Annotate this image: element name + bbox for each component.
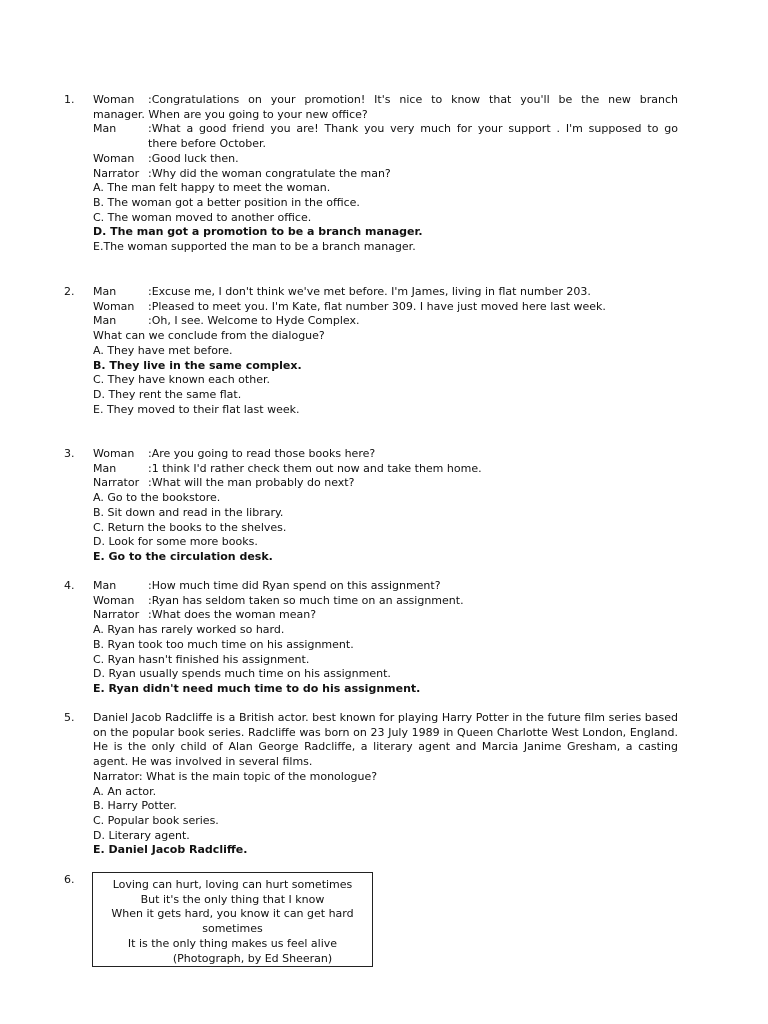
answer-option-c: C. Ryan hasn't finished his assignment.: [93, 652, 310, 666]
separator: :: [148, 461, 152, 475]
speaker: Woman: [93, 151, 135, 165]
speaker: Man: [93, 579, 117, 592]
separator: :: [148, 447, 152, 460]
speaker: Man: [93, 122, 117, 136]
utterance: Oh, I see. Welcome to Hyde Complex.: [151, 314, 360, 328]
answer-option-a: A. The man felt happy to meet the woman.: [93, 181, 331, 195]
lyric-line: Loving can hurt, loving can hurt sometimes: [112, 878, 353, 891]
dialogue-line: [93, 608, 678, 623]
speaker: Woman: [93, 93, 135, 106]
question-1: [64, 93, 678, 255]
answer-option-e: E.The woman supported the man to be a branch manager.: [93, 240, 416, 254]
utterance: Why did the woman congratulate the man?: [151, 166, 391, 180]
utterance: Good luck then.: [151, 151, 239, 165]
dialogue-line: [93, 93, 678, 108]
question-text: Narrator: What is the main topic of the monologue?: [93, 769, 378, 783]
separator: :: [148, 314, 152, 328]
separator: :: [148, 93, 152, 106]
answer-option-a: A. Go to the bookstore.: [93, 491, 221, 505]
dialogue-line: [93, 285, 678, 300]
question-number: 2.: [64, 285, 75, 298]
dialogue-line: [93, 167, 678, 182]
dialogue-line: [93, 579, 678, 594]
answer-option-e: E. Go to the circulation desk.: [93, 549, 273, 563]
dialogue-line: [93, 300, 678, 315]
answer-option-b: B. Ryan took too much time on his assignment.: [93, 637, 354, 651]
answer-option-d: D. They rent the same flat.: [93, 387, 242, 401]
dialogue-line: [93, 594, 678, 609]
dialogue-continuation: there before October.: [148, 137, 267, 151]
answer-option-c: C. Popular book series.: [93, 813, 219, 827]
utterance: Are you going to read those books here?: [151, 447, 376, 460]
question-number: 1.: [64, 93, 75, 106]
utterance: How much time did Ryan spend on this assignment?: [151, 579, 441, 592]
separator: :: [148, 166, 152, 180]
lyrics-box: [92, 872, 373, 967]
lyric-line: It is the only thing makes us feel alive: [127, 936, 338, 950]
utterance: 1 think I'd rather check them out now and take them home.: [151, 461, 482, 475]
separator: :: [148, 608, 152, 622]
dialogue-line: [93, 122, 678, 137]
speaker: Narrator: [93, 476, 140, 490]
answer-option-e: E. Daniel Jacob Radcliffe.: [93, 843, 248, 857]
utterance: What will the man probably do next?: [151, 476, 355, 490]
lyric-line: sometimes: [202, 922, 263, 936]
question-5: [64, 711, 678, 858]
speaker: Woman: [93, 447, 135, 460]
dialogue-continuation: manager. When are you going to your new office?: [93, 107, 368, 121]
speaker: Woman: [93, 593, 135, 607]
lyric-line: But it's the only thing that I know: [140, 892, 325, 906]
answer-option-d: D. Ryan usually spends much time on his assignment.: [93, 667, 391, 681]
answer-option-b: B. Harry Potter.: [93, 799, 177, 813]
question-3: [64, 447, 678, 565]
speaker: Woman: [93, 299, 135, 313]
answer-option-b: B. The woman got a better position in the office.: [93, 195, 360, 209]
lyric-line: When it gets hard, you know it can get hard: [111, 907, 354, 921]
speaker: Man: [93, 461, 117, 475]
answer-option-c: C. Return the books to the shelves.: [93, 520, 287, 534]
answer-option-c: C. The woman moved to another office.: [93, 210, 312, 224]
question-number: 5.: [64, 711, 75, 724]
dialogue-line: [93, 314, 678, 329]
separator: :: [148, 122, 152, 136]
question-2: [64, 285, 678, 417]
separator: :: [148, 593, 152, 607]
separator: :: [148, 476, 152, 490]
question-4: [64, 579, 678, 697]
separator: :: [148, 151, 152, 165]
utterance: Excuse me, I don't think we've met before. I'm James, living in flat number 203.: [151, 285, 591, 298]
answer-option-a: A. They have met before.: [93, 343, 233, 357]
speaker: Man: [93, 314, 117, 328]
answer-option-d: D. The man got a promotion to be a branch manager.: [93, 225, 423, 239]
utterance: Ryan has seldom taken so much time on an assignment.: [151, 593, 464, 607]
answer-option-b: B. Sit down and read in the library.: [93, 505, 284, 519]
utterance: Pleased to meet you. I'm Kate, flat number 309. I have just moved here last week.: [151, 299, 606, 313]
separator: :: [148, 299, 152, 313]
answer-option-e: E. Ryan didn't need much time to do his assignment.: [93, 681, 421, 695]
speaker: Narrator: [93, 166, 140, 180]
utterance: Congratulations on your promotion! It's nice to know that you'll be the new branch: [151, 93, 678, 106]
separator: :: [148, 285, 152, 298]
separator: :: [148, 579, 152, 592]
monologue-paragraph: Daniel Jacob Radcliffe is a British actor. best known for playing Harry Potter in the future film series based on the popular book series. Radcliffe was born on 23 July 1989 in Queen Charlotte West London, England. He is the only child of Alan George Radcliffe, a literary agent and Marcia Janime Gresham, a casting agent. He was involved in several films.: [93, 711, 678, 769]
utterance: What does the woman mean?: [151, 608, 317, 622]
dialogue-line: [93, 447, 678, 462]
dialogue-line: [93, 476, 678, 491]
question-text: What can we conclude from the dialogue?: [93, 329, 325, 343]
speaker: Man: [93, 285, 117, 298]
answer-option-d: D. Literary agent.: [93, 828, 190, 842]
question-number: 6.: [64, 873, 75, 886]
speaker: Narrator: [93, 608, 140, 622]
dialogue-line: [93, 462, 678, 477]
answer-option-d: D. Look for some more books.: [93, 535, 258, 549]
answer-option-a: A. Ryan has rarely worked so hard.: [93, 623, 285, 637]
answer-option-e: E. They moved to their flat last week.: [93, 402, 300, 416]
answer-option-a: A. An actor.: [93, 784, 157, 798]
question-number: 4.: [64, 579, 75, 592]
dialogue-line: [93, 152, 678, 167]
question-number: 3.: [64, 447, 75, 460]
answer-option-b: B. They live in the same complex.: [93, 358, 302, 372]
lyric-credit: (Photograph, by Ed Sheeran): [172, 951, 333, 965]
answer-option-c: C. They have known each other.: [93, 373, 270, 387]
utterance: What a good friend you are! Thank you very much for your support . I'm supposed to go: [151, 122, 678, 136]
